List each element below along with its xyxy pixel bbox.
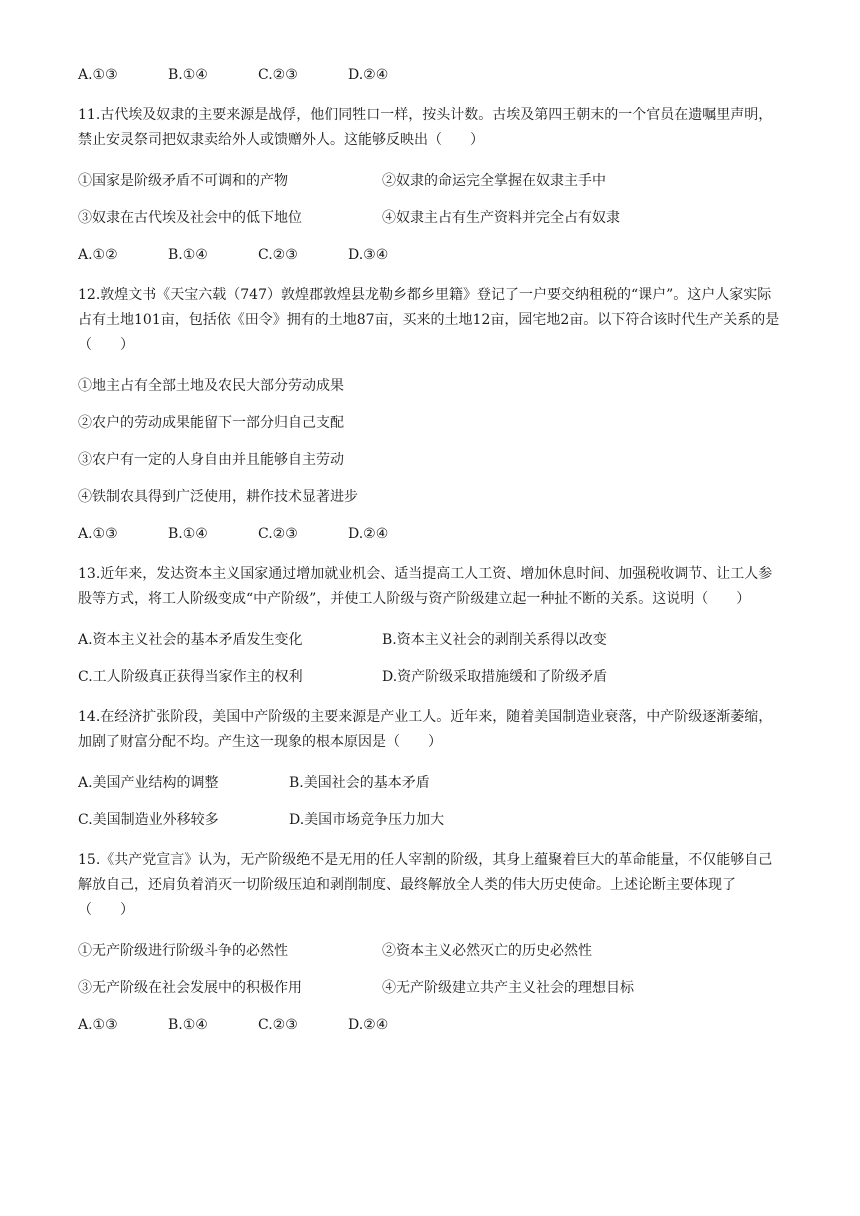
q15-option-c[interactable]: C.②③ [258, 1017, 298, 1033]
q15-stem: 15.《共产党宣言》认为，无产阶级绝不是无用的任人宰割的阶级，其身上蕴聚着巨大的革命能量，不仅能够自己解放自己，还肩负着消灭一切阶级压迫和剥削制度、最终解放全人类的伟大历史使命。上述论断主要体现了（ ） [78, 852, 773, 918]
q15-statement-1: ①无产阶级进行阶级斗争的必然性 [78, 943, 288, 959]
q13-option-a[interactable]: A.资本主义社会的基本矛盾发生变化 [78, 632, 303, 648]
q15-option-d[interactable]: D.②④ [348, 1017, 389, 1033]
q14-options-row2 [78, 811, 784, 830]
q14-stem: 14.在经济扩张阶段，美国中产阶级的主要来源是产业工人。近年来，随着美国制造业衰落，中产阶级逐渐萎缩，加剧了财富分配不均。产生这一现象的根本原因是（ ） [78, 709, 773, 750]
q15-option-b[interactable]: B.①④ [168, 1017, 208, 1033]
q11-statement-2: ②奴隶的命运完全掌握在奴隶主手中 [382, 173, 606, 189]
q15-statement-4: ④无产阶级建立共产主义社会的理想目标 [382, 980, 634, 996]
q14-option-b[interactable]: B.美国社会的基本矛盾 [289, 775, 430, 791]
q12-statement-3: ③农户有一定的人身自由并且能够自主劳动 [78, 452, 344, 468]
q11-options [78, 246, 784, 265]
q11-stem: 11.古代埃及奴隶的主要来源是战俘，他们同牲口一样，按头计数。古埃及第四王朝末的一个官员在遗嘱里声明，禁止安灵祭司把奴隶卖给外人或馈赠外人。这能够反映出（ ） [78, 107, 773, 148]
q15-statement-2: ②资本主义必然灭亡的历史必然性 [382, 943, 592, 959]
q14-option-d[interactable]: D.美国市场竞争压力加大 [289, 812, 445, 828]
q11-statement-1: ①国家是阶级矛盾不可调和的产物 [78, 173, 288, 189]
q13-option-b[interactable]: B.资本主义社会的剥削关系得以改变 [382, 632, 607, 648]
q10-option-c[interactable]: C.②③ [258, 67, 298, 83]
q12-option-c[interactable]: C.②③ [258, 526, 298, 542]
q12-option-d[interactable]: D.②④ [348, 526, 389, 542]
q15-statements-row1 [78, 942, 784, 961]
q13-options-row2 [78, 668, 784, 687]
q12-stem: 12.敦煌文书《天宝六载（747）敦煌郡敦煌县龙勒乡都乡里籍》登记了一户要交纳租税的“课户”。这户人家实际占有土地101亩，包括依《田令》拥有的土地87亩，买来的土地12亩，园宅地2亩。以下符合该时代生产关系的是（ ） [78, 287, 780, 353]
q15-statement-3: ③无产阶级在社会发展中的积极作用 [78, 980, 302, 996]
q12-option-a[interactable]: A.①③ [78, 526, 118, 542]
q11-option-a[interactable]: A.①② [78, 247, 118, 263]
q13-stem: 13.近年来，发达资本主义国家通过增加就业机会、适当提高工人工资、增加休息时间、加强税收调节、让工人参股等方式，将工人阶级变成“中产阶级”，并使工人阶级与资产阶级建立起一种扯不断的关系。这说明（ ） [78, 566, 773, 607]
q12-statement-1: ①地主占有全部土地及农民大部分劳动成果 [78, 378, 344, 394]
q12-statement-2: ②农户的劳动成果能留下一部分归自己支配 [78, 415, 344, 431]
q14-option-a[interactable]: A.美国产业结构的调整 [78, 775, 219, 791]
q10-option-d[interactable]: D.②④ [348, 67, 389, 83]
q15-statements-row2 [78, 979, 784, 998]
q11-statement-4: ④奴隶主占有生产资料并完全占有奴隶 [382, 210, 620, 226]
q13-options-row1 [78, 631, 784, 650]
q11-statements-row1 [78, 172, 784, 191]
q11-statement-3: ③奴隶在古代埃及社会中的低下地位 [78, 210, 302, 226]
q10-options [78, 66, 784, 85]
q11-option-b[interactable]: B.①④ [168, 247, 208, 263]
q11-option-c[interactable]: C.②③ [258, 247, 298, 263]
q12-options [78, 525, 784, 544]
q12-option-b[interactable]: B.①④ [168, 526, 208, 542]
q11-option-d[interactable]: D.③④ [348, 247, 389, 263]
q14-options-row1 [78, 774, 784, 793]
exam-page [78, 66, 784, 1035]
q15-option-a[interactable]: A.①③ [78, 1017, 118, 1033]
q11-statements-row2 [78, 209, 784, 228]
q12-statement-4: ④铁制农具得到广泛使用，耕作技术显著进步 [78, 489, 358, 505]
q13-option-d[interactable]: D.资产阶级采取措施缓和了阶级矛盾 [382, 669, 608, 685]
q15-options [78, 1016, 784, 1035]
q14-option-c[interactable]: C.美国制造业外移较多 [78, 812, 219, 828]
q13-option-c[interactable]: C.工人阶级真正获得当家作主的权利 [78, 669, 303, 685]
q10-option-a[interactable]: A.①③ [78, 67, 118, 83]
q10-option-b[interactable]: B.①④ [168, 67, 208, 83]
